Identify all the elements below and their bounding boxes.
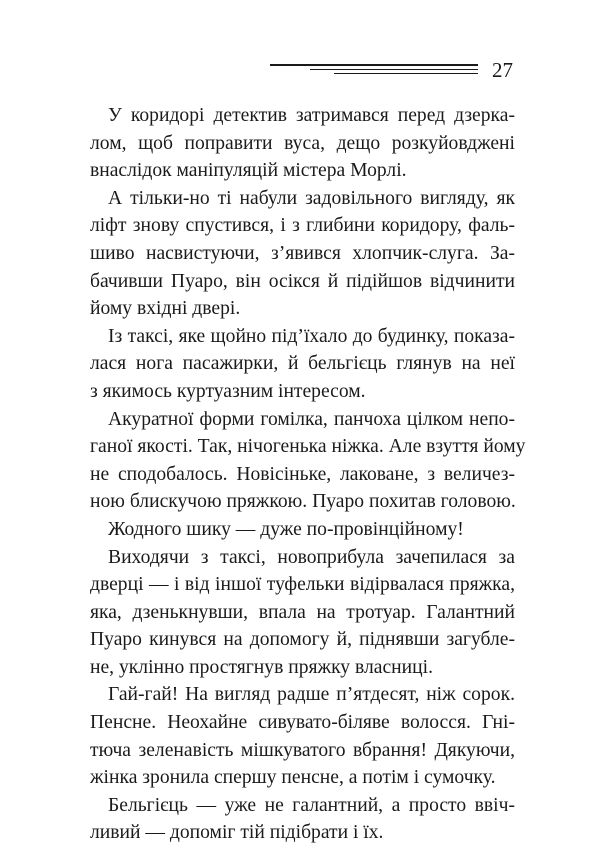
text-line: Бельгієць — уже не галантний, а просто ввіч- — [108, 794, 515, 816]
paragraph — [90, 792, 515, 847]
header-rule-thin — [310, 69, 478, 70]
paragraph — [90, 185, 515, 323]
text-line: Із таксі, яке щойно під’їхало до будинку, показа- — [108, 325, 515, 347]
text-line: У коридорі детектив затримався перед дзерка- — [108, 105, 515, 126]
text-line: лом, щоб поправити вуса, дещо розкуйовджені — [90, 132, 515, 154]
text-line: ганої якості. Так, нічогенька ніжка. Але взуття йому — [90, 436, 526, 458]
paragraph — [90, 323, 515, 406]
paragraph — [90, 681, 515, 791]
text-line: не сподобалось. Новісіньке, лаковане, з величез- — [90, 463, 515, 485]
text-line: тюча зеленавість мішкуватого вбрання! Дякуючи, — [90, 739, 515, 761]
text-line: шиво насвистуючи, з’явився хлопчик-слуга. За- — [90, 242, 515, 264]
text-line: ною блискучою пряжкою. Пуаро похитав головою. — [90, 491, 516, 513]
page-body — [90, 102, 526, 847]
text-line: яка, дзенькнувши, впала на тротуар. Галантний — [90, 601, 515, 623]
text-line: внаслідок маніпуляцій містера Морлі. — [90, 160, 407, 182]
page-number: 27 — [492, 58, 513, 82]
text-line: з якимось куртуазним інтересом. — [90, 380, 366, 402]
text-line: А тільки-но ті набули задовільного вигляду, як — [108, 187, 515, 209]
text-line: йому вхідні двері. — [90, 298, 241, 320]
header-rule-thin — [334, 73, 478, 74]
text-line: Жодного шику — дуже по-провінційному! — [108, 518, 464, 540]
text-line: не, уклінно простягнув пряжку власниці. — [90, 656, 433, 678]
paragraph — [90, 102, 515, 185]
text-line: Гай-гай! На вигляд радше п’ятдесят, ніж сорок. — [108, 684, 515, 706]
text-line: Виходячи з таксі, новоприбула зачепилася за — [108, 546, 515, 568]
text-line: бачивши Пуаро, він осікся й підійшов відчинити — [90, 270, 515, 292]
text-line: Акуратної форми гомілка, панчоха цілком непо- — [108, 408, 515, 430]
text-line: лася нога пасажирки, й бельгієць глянув на неї — [90, 353, 515, 375]
text-line: ліфт знову спустився, і з глибини коридору, фаль- — [90, 215, 515, 237]
paragraph — [90, 516, 515, 544]
text-line: Пенсне. Неохайне сивувато-біляве волосся. Гні- — [90, 712, 515, 734]
text-line: ливий — допоміг тій підібрати і їх. — [90, 822, 384, 844]
text-line: жінка зронила спершу пенсне, а потім і сумочку. — [90, 767, 496, 789]
paragraph — [90, 406, 526, 516]
text-line: дверці — і від іншої туфельки відірвалася пряжка, — [90, 574, 515, 596]
paragraph — [90, 544, 515, 682]
page-header — [270, 58, 530, 82]
header-rule-thick — [270, 64, 478, 66]
text-line: Пуаро кинувся на допомогу й, піднявши загубле- — [90, 629, 515, 651]
